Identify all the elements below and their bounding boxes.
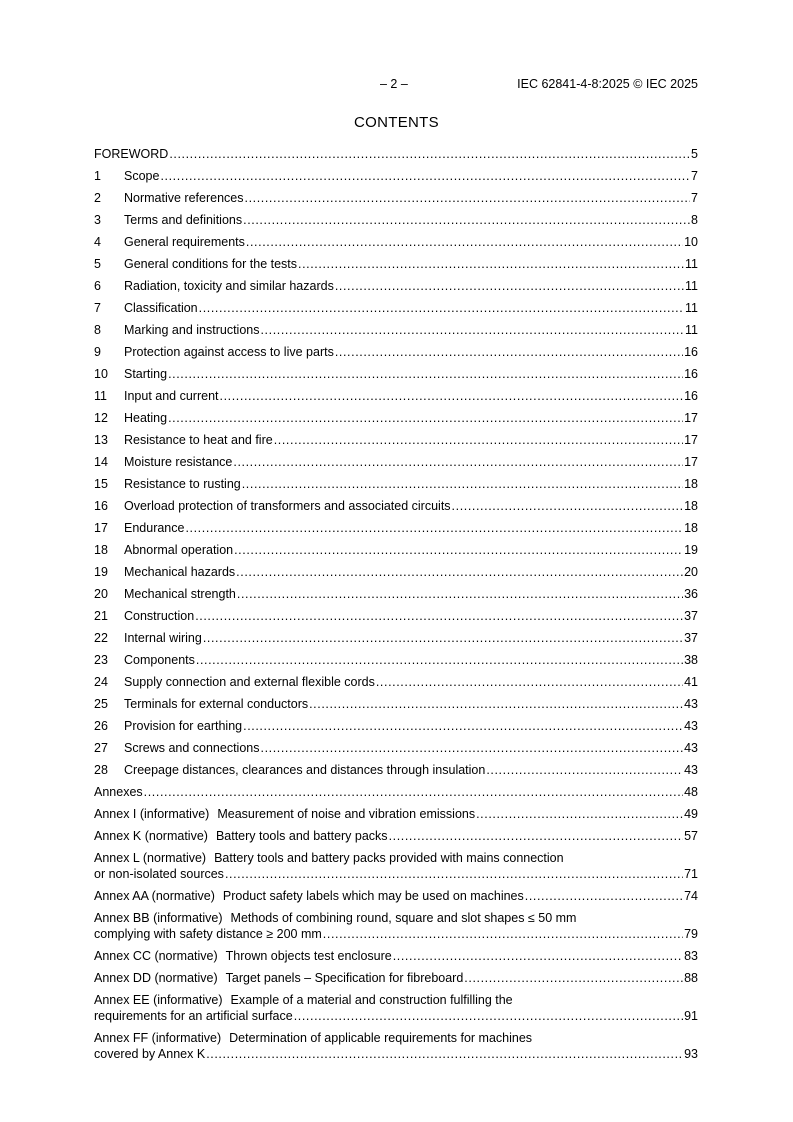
dot-leader (486, 762, 683, 778)
dot-leader (234, 542, 683, 558)
toc-page-number: 37 (684, 631, 698, 645)
toc-entry-text: Starting (124, 367, 168, 381)
annex-label: Annex DD (normative) (94, 971, 218, 985)
toc-entry-clause[interactable] (94, 586, 698, 608)
toc-entry-text: Annexes (94, 785, 143, 799)
toc-line (94, 190, 698, 206)
toc-page-number: 57 (684, 829, 698, 843)
dot-leader (237, 586, 683, 602)
toc-page-number: 10 (684, 235, 698, 249)
toc-page-number: 17 (684, 455, 698, 469)
toc-line (94, 234, 698, 250)
toc-page-number: 43 (684, 763, 698, 777)
clause-list (94, 168, 698, 784)
dot-leader (525, 888, 683, 904)
toc-entry-text (94, 806, 475, 822)
toc-entry-text: Moisture resistance (124, 455, 233, 469)
toc-line (94, 740, 698, 756)
toc-entry-annex[interactable] (94, 806, 698, 828)
dot-leader (309, 696, 683, 712)
toc-entry-text (94, 888, 524, 904)
dot-leader (160, 168, 690, 184)
dot-leader (389, 828, 684, 844)
annex-label: Annex L (normative) (94, 851, 207, 865)
toc-entry-annex[interactable] (94, 888, 698, 910)
annex-title-line1: Target panels – Specification for fibreboard (225, 971, 464, 985)
annex-title-line1: Example of a material and construction fulfilling the (230, 993, 513, 1007)
dot-leader (206, 1046, 683, 1062)
clause-number: 11 (94, 389, 107, 403)
annex-label: Annex BB (informative) (94, 911, 223, 925)
annex-label: Annex AA (normative) (94, 889, 215, 903)
toc-page-number: 74 (684, 889, 698, 903)
toc-page-number: 19 (684, 543, 698, 557)
annex-title-line1: Battery tools and battery packs (215, 829, 388, 843)
dot-leader (185, 520, 683, 536)
clause-number: 3 (94, 213, 101, 227)
toc-entry-annexes[interactable] (94, 784, 698, 806)
toc-line (94, 850, 698, 866)
clause-number: 24 (94, 675, 108, 689)
toc-entry-annex[interactable] (94, 992, 698, 1030)
toc-line (94, 564, 698, 580)
toc-line (94, 866, 698, 882)
toc-entry-text: Protection against access to live parts (124, 345, 334, 359)
clause-number: 12 (94, 411, 108, 425)
clause-number: 1 (94, 169, 101, 183)
annex-title-line1: Measurement of noise and vibration emissions (217, 807, 476, 821)
dot-leader (169, 146, 690, 162)
dot-leader (274, 432, 683, 448)
annex-list (94, 806, 698, 1068)
clause-number: 16 (94, 499, 108, 513)
annex-label: Annex FF (informative) (94, 1031, 222, 1045)
dot-leader (335, 344, 683, 360)
dot-leader (242, 476, 683, 492)
toc-entry-clause[interactable] (94, 696, 698, 718)
toc-entry-clause[interactable] (94, 630, 698, 652)
dot-leader (335, 278, 684, 294)
toc-page-number: 18 (684, 521, 698, 535)
clause-number: 6 (94, 279, 101, 293)
clause-number: 27 (94, 741, 108, 755)
toc-entry-clause[interactable] (94, 608, 698, 630)
toc-entry-text: Mechanical hazards (124, 565, 236, 579)
annex-title-line2: requirements for an artificial surface (94, 1009, 293, 1023)
toc-line (94, 432, 698, 448)
toc-page-number: 48 (684, 785, 698, 799)
toc-entry-clause[interactable] (94, 476, 698, 498)
toc-line (94, 256, 698, 272)
toc-entry-clause[interactable] (94, 190, 698, 212)
toc-entry-text: Resistance to heat and fire (124, 433, 273, 447)
annex-label: Annex K (normative) (94, 829, 208, 843)
dot-leader (452, 498, 684, 514)
standard-identifier: IEC 62841-4-8:2025 © IEC 2025 (517, 77, 698, 91)
toc-entry-text: Classification (124, 301, 198, 315)
toc-entry-text: Terminals for external conductors (124, 697, 309, 711)
toc-entry-clause[interactable] (94, 740, 698, 762)
dot-leader (203, 630, 683, 646)
toc-entry-clause[interactable] (94, 454, 698, 476)
toc-line (94, 542, 698, 558)
toc-entry-annex[interactable] (94, 970, 698, 992)
clause-number: 13 (94, 433, 108, 447)
toc-page-number: 11 (685, 279, 698, 293)
clause-number: 2 (94, 191, 101, 205)
toc-line (94, 1030, 698, 1046)
toc-entry-text: Heating (124, 411, 168, 425)
clause-number: 10 (94, 367, 108, 381)
toc-entry-clause[interactable] (94, 388, 698, 410)
toc-line (94, 608, 698, 624)
toc-entry-clause[interactable] (94, 212, 698, 234)
dot-leader (195, 608, 683, 624)
toc-line (94, 300, 698, 316)
toc-entry-clause[interactable] (94, 520, 698, 542)
dot-leader (220, 388, 684, 404)
annex-label: Annex I (informative) (94, 807, 210, 821)
dot-leader (298, 256, 684, 272)
toc-entry-clause[interactable] (94, 564, 698, 586)
clause-number: 19 (94, 565, 108, 579)
toc-entry-text: Internal wiring (124, 631, 202, 645)
toc-page-number: 7 (691, 169, 698, 183)
toc-entry-clause[interactable] (94, 322, 698, 344)
toc-entry-text: Endurance (124, 521, 185, 535)
toc-line (94, 828, 698, 844)
toc-entry-text: FOREWORD (94, 147, 169, 161)
toc-entry-text: General conditions for the tests (124, 257, 298, 271)
toc-entry-text: Supply connection and external flexible cords (124, 675, 375, 689)
dot-leader (243, 718, 683, 734)
toc-entry-foreword[interactable] (94, 146, 698, 168)
toc-line (94, 586, 698, 602)
toc-page-number: 37 (684, 609, 698, 623)
toc-line (94, 630, 698, 646)
toc-line (94, 1008, 698, 1024)
table-of-contents (94, 146, 698, 1068)
toc-page-number: 36 (684, 587, 698, 601)
toc-entry-clause[interactable] (94, 300, 698, 322)
toc-entry-text (94, 948, 392, 964)
dot-leader (260, 322, 684, 338)
dot-leader (233, 454, 683, 470)
clause-number: 9 (94, 345, 101, 359)
clause-number: 26 (94, 719, 108, 733)
toc-page-number: 88 (684, 971, 698, 985)
clause-number: 28 (94, 763, 108, 777)
toc-page-number: 79 (684, 927, 698, 941)
toc-page-number: 11 (685, 323, 698, 337)
toc-entry-text: Overload protection of transformers and associated circuits (124, 499, 451, 513)
toc-line (94, 970, 698, 986)
toc-line (94, 696, 698, 712)
toc-line (94, 652, 698, 668)
toc-entry-text (94, 828, 388, 844)
toc-line (94, 806, 698, 822)
toc-page-number: 11 (685, 257, 698, 271)
toc-page-number: 8 (691, 213, 698, 227)
clause-number: 22 (94, 631, 108, 645)
toc-page-number: 7 (691, 191, 698, 205)
toc-entry-annex[interactable] (94, 1030, 698, 1068)
toc-line (94, 910, 698, 926)
toc-line (94, 476, 698, 492)
dot-leader (168, 366, 683, 382)
toc-page-number: 17 (684, 433, 698, 447)
toc-entry-annex[interactable] (94, 948, 698, 970)
dot-leader (168, 410, 683, 426)
toc-entry-clause[interactable] (94, 718, 698, 740)
clause-number: 4 (94, 235, 101, 249)
clause-number: 8 (94, 323, 101, 337)
annex-label: Annex CC (normative) (94, 949, 218, 963)
toc-line (94, 454, 698, 470)
toc-line (94, 948, 698, 964)
toc-entry-clause[interactable] (94, 256, 698, 278)
toc-line (94, 168, 698, 184)
toc-line (94, 410, 698, 426)
dot-leader (236, 564, 683, 580)
toc-line (94, 344, 698, 360)
toc-entry-text: Scope (124, 169, 160, 183)
annex-title-line1: Thrown objects test enclosure (225, 949, 392, 963)
toc-page-number: 41 (684, 675, 698, 689)
toc-page-number: 43 (684, 719, 698, 733)
clause-number: 14 (94, 455, 108, 469)
toc-line (94, 674, 698, 690)
annex-title-line1: Methods of combining round, square and slot shapes ≤ 50 mm (230, 911, 577, 925)
toc-entry-text (94, 970, 463, 986)
annex-label: Annex EE (informative) (94, 993, 223, 1007)
clause-number: 20 (94, 587, 108, 601)
toc-page-number: 91 (684, 1009, 698, 1023)
toc-page-number: 93 (684, 1047, 698, 1061)
toc-page-number: 17 (684, 411, 698, 425)
dot-leader (225, 866, 683, 882)
dot-leader (243, 212, 690, 228)
toc-page-number: 20 (684, 565, 698, 579)
dot-leader (144, 784, 683, 800)
annex-title-line1: Battery tools and battery packs provided with mains connection (214, 851, 564, 865)
toc-entry-clause[interactable] (94, 278, 698, 300)
annex-title-line1: Determination of applicable requirements for machines (229, 1031, 533, 1045)
toc-page-number: 71 (684, 867, 698, 881)
toc-page-number: 43 (684, 697, 698, 711)
toc-page-number: 83 (684, 949, 698, 963)
toc-line (94, 278, 698, 294)
toc-page-number: 18 (684, 477, 698, 491)
annex-title-line2: covered by Annex K (94, 1047, 206, 1061)
toc-line (94, 366, 698, 382)
toc-entry-clause[interactable] (94, 432, 698, 454)
toc-entry-clause[interactable] (94, 410, 698, 432)
toc-entry-text: Marking and instructions (124, 323, 260, 337)
toc-line (94, 888, 698, 904)
toc-entry-text: Components (124, 653, 195, 667)
toc-line (94, 718, 698, 734)
toc-entry-text: Input and current (124, 389, 219, 403)
dot-leader (196, 652, 683, 668)
toc-line (94, 520, 698, 536)
toc-line (94, 212, 698, 228)
dot-leader (294, 1008, 683, 1024)
page-number: – 2 – (380, 77, 408, 91)
clause-number: 18 (94, 543, 108, 557)
dot-leader (323, 926, 683, 942)
dot-leader (476, 806, 683, 822)
dot-leader (199, 300, 684, 316)
toc-line (94, 992, 698, 1008)
toc-entry-text: Radiation, toxicity and similar hazards (124, 279, 334, 293)
annex-title-line2: or non-isolated sources (94, 867, 224, 881)
toc-line (94, 1046, 698, 1062)
toc-page-number: 16 (684, 345, 698, 359)
clause-number: 21 (94, 609, 108, 623)
toc-line (94, 388, 698, 404)
toc-page-number: 43 (684, 741, 698, 755)
toc-page-number: 38 (684, 653, 698, 667)
toc-entry-text: General requirements (124, 235, 245, 249)
dot-leader (246, 234, 683, 250)
toc-entry-text: Mechanical strength (124, 587, 236, 601)
toc-entry-annex[interactable] (94, 850, 698, 888)
toc-line (94, 926, 698, 942)
toc-entry-text: Resistance to rusting (124, 477, 241, 491)
toc-entry-clause[interactable] (94, 762, 698, 784)
toc-entry-text: Construction (124, 609, 195, 623)
toc-entry-text: Abnormal operation (124, 543, 234, 557)
toc-page-number: 5 (691, 147, 698, 161)
dot-leader (464, 970, 683, 986)
clause-number: 15 (94, 477, 108, 491)
toc-entry-clause[interactable] (94, 366, 698, 388)
toc-entry-clause[interactable] (94, 498, 698, 520)
dot-leader (393, 948, 683, 964)
toc-entry-text: Creepage distances, clearances and distances through insulation (124, 763, 486, 777)
toc-entry-text: Normative references (124, 191, 244, 205)
dot-leader (261, 740, 684, 756)
toc-entry-clause[interactable] (94, 674, 698, 696)
clause-number: 5 (94, 257, 101, 271)
toc-entry-clause[interactable] (94, 234, 698, 256)
toc-page-number: 11 (685, 301, 698, 315)
toc-line (94, 322, 698, 338)
annex-title-line2: complying with safety distance ≥ 200 mm (94, 927, 322, 941)
toc-line (94, 762, 698, 778)
toc-line (94, 498, 698, 514)
clause-number: 7 (94, 301, 101, 315)
toc-entry-text: Provision for earthing (124, 719, 243, 733)
toc-entry-text: Terms and definitions (124, 213, 243, 227)
dot-leader (245, 190, 691, 206)
clause-number: 17 (94, 521, 108, 535)
toc-entry-annex[interactable] (94, 910, 698, 948)
toc-entry-clause[interactable] (94, 344, 698, 366)
toc-entry-clause[interactable] (94, 652, 698, 674)
clause-number: 23 (94, 653, 108, 667)
dot-leader (376, 674, 683, 690)
page-header (94, 77, 698, 93)
toc-entry-clause[interactable] (94, 168, 698, 190)
toc-page-number: 16 (684, 389, 698, 403)
toc-entry-text: Screws and connections (124, 741, 260, 755)
toc-page-number: 16 (684, 367, 698, 381)
toc-page-number: 18 (684, 499, 698, 513)
toc-entry-clause[interactable] (94, 542, 698, 564)
annex-title-line1: Product safety labels which may be used on machines (222, 889, 524, 903)
clause-number: 25 (94, 697, 108, 711)
contents-title: CONTENTS (354, 114, 439, 131)
toc-entry-annex[interactable] (94, 828, 698, 850)
toc-page-number: 49 (684, 807, 698, 821)
